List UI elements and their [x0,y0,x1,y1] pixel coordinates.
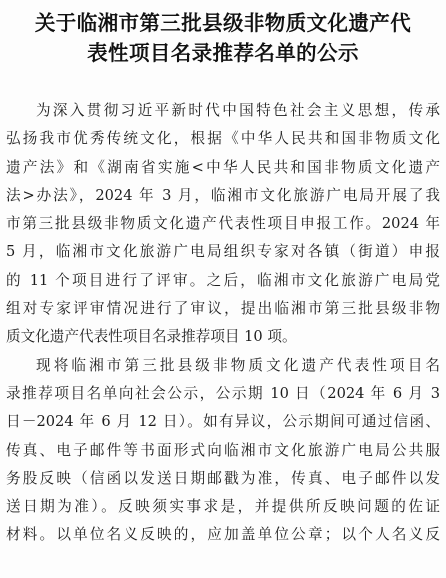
body-line-8: 组对专家评审情况进行了审议，提出临湘市第三批县级非物 [6,300,440,318]
body-line-4: 法>办法》，2024 年 3 月，临湘市文化旅游广电局开展了我 [6,186,440,204]
body-line-5: 市第三批县级非物质文化遗产代表性项目申报工作。2024 年 [6,215,440,233]
body-line-15: 送日期为准）。反映须实事求是，并提供所反映问题的佐证 [6,498,440,516]
body-line-10: 现将临湘市第三批县级非物质文化遗产代表性项目名 [36,356,440,374]
document-body [6,97,440,550]
title-line-2: 表性项目名录推荐名单的公示 [87,41,359,65]
title-line-1: 关于临湘市第三批县级非物质文化遗产代 [34,11,412,35]
body-line-6: 5 月，临湘市文化旅游广电局组织专家对各镇（街道）申报 [6,243,440,261]
body-line-11: 录推荐项目名单向社会公示，公示期 10 日（2024 年 6 月 3 [6,384,440,402]
body-line-13: 传真、电子邮件等书面形式向临湘市文化旅游广电局公共服 [6,441,440,459]
body-line-12: 日－2024 年 6 月 12 日）。如有异议，公示期间可通过信函、 [6,413,440,431]
body-line-14: 务股反映（信函以发送日期邮戳为准，传真、电子邮件以发 [6,469,440,487]
body-line-7: 的 11 个项目进行了评审。之后，临湘市文化旅游广电局党 [6,271,440,289]
document-title [0,8,446,68]
body-line-9: 质文化遗产代表性项目名录推荐项目 10 项。 [6,328,297,346]
body-line-1: 为深入贯彻习近平新时代中国特色社会主义思想，传承 [36,102,440,119]
body-line-3: 遗产法》和《湖南省实施<中华人民共和国非物质文化遗产 [6,158,440,176]
body-line-2: 弘扬我市优秀传统文化，根据《中华人民共和国非物质文化 [6,130,440,148]
body-line-16: 材料。以单位名义反映的，应加盖单位公章；以个人名义反 [6,526,440,544]
